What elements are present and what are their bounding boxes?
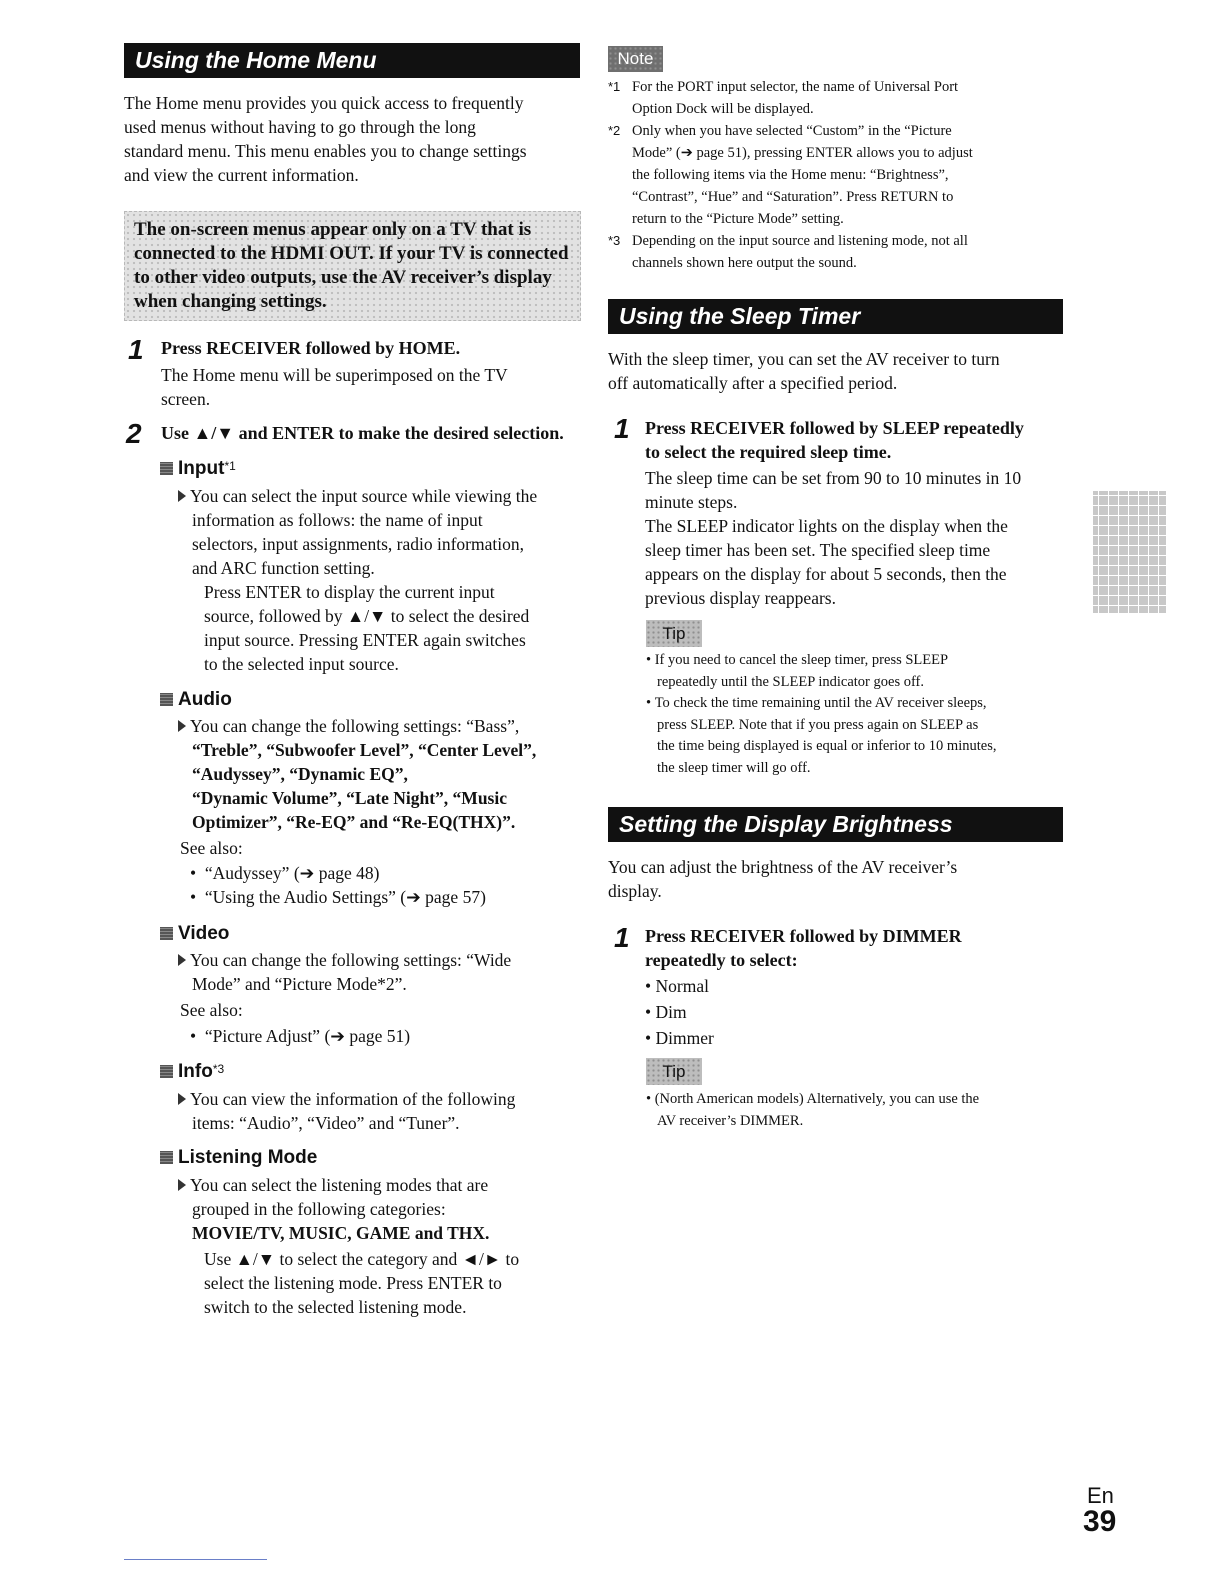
- sleep-step-title: [645, 416, 1024, 464]
- body-line: information as follows: the name of input: [192, 510, 483, 530]
- step-title-line: Press RECEIVER followed by DIMMER: [645, 926, 962, 946]
- body-line: “Audyssey”, “Dynamic EQ”,: [192, 764, 408, 784]
- sleep-tips: [646, 650, 996, 779]
- step-number: 1: [614, 922, 630, 953]
- warning-line: The on-screen menus appear only on a TV that is: [134, 219, 532, 240]
- video-see-also: See also:: [180, 1000, 243, 1020]
- brightness-intro: [608, 855, 957, 903]
- intro-line: The Home menu provides you quick access to frequently: [124, 93, 524, 113]
- page-ref-link[interactable]: “Using the Audio Settings” (➔ page 57): [204, 887, 486, 907]
- tip-line: the sleep timer will go off.: [657, 759, 811, 776]
- brightness-tips: [646, 1089, 979, 1132]
- section-heading-home-menu: Using the Home Menu: [124, 43, 580, 78]
- body-line: You can change the following settings: “Bass”,: [190, 716, 520, 736]
- footnote-line: return to the “Picture Mode” setting.: [632, 211, 844, 227]
- arrow-right-icon: [178, 1179, 186, 1191]
- audio-see-also: See also:: [180, 838, 243, 858]
- body-line: source, followed by ▲/▼ to select the desired: [204, 606, 530, 626]
- input-body: [178, 484, 537, 580]
- tip-line: (North American models) Alternatively, you can use the: [654, 1091, 980, 1107]
- body-line: minute steps.: [645, 492, 738, 512]
- page-ref-link[interactable]: “Picture Adjust” (➔ page 51): [204, 1026, 411, 1046]
- body-line: You can change the following settings: “Wide: [190, 950, 512, 970]
- footnote-mark: *3: [608, 233, 621, 248]
- step-title-line: Press RECEIVER followed by SLEEP repeatedly: [645, 418, 1024, 438]
- step-title-line: repeatedly to select:: [645, 950, 798, 970]
- footnote-line: “Contrast”, “Hue” and “Saturation”. Press RETURN to: [632, 189, 954, 205]
- subsection-label: Audio: [178, 689, 232, 710]
- footnote-line: For the PORT input selector, the name of Universal Port: [632, 79, 959, 95]
- subsection-input: [160, 458, 236, 480]
- tip-badge: Tip: [646, 620, 702, 647]
- section-heading-display-brightness: Setting the Display Brightness: [608, 807, 1063, 842]
- square-bullet-icon: [160, 693, 173, 706]
- section-heading-sleep-timer: Using the Sleep Timer: [608, 299, 1063, 334]
- square-bullet-icon: [160, 1065, 173, 1078]
- square-bullet-icon: [160, 1151, 173, 1164]
- intro-line: You can adjust the brightness of the AV receiver’s: [608, 857, 958, 877]
- body-line: Mode” and “Picture Mode*2”.: [192, 974, 407, 994]
- list-item: • Normal: [645, 976, 709, 996]
- note-badge: Note: [608, 46, 663, 72]
- footnote-mark: *2: [608, 123, 621, 138]
- tip-line: press SLEEP. Note that if you press again on SLEEP as: [657, 716, 979, 733]
- square-bullet-icon: [160, 927, 173, 940]
- body-line: “Dynamic Volume”, “Late Night”, “Music: [192, 788, 507, 808]
- list-item: • “Audyssey” (➔ page 48): [190, 863, 380, 883]
- footnote-1: [632, 76, 958, 120]
- footnote-line: Depending on the input source and listening mode, not all: [632, 233, 968, 249]
- input-press: [204, 580, 529, 676]
- tip-line: AV receiver’s DIMMER.: [657, 1112, 804, 1129]
- body-line: You can select the input source while viewing the: [190, 486, 538, 506]
- brightness-options: [645, 973, 714, 1051]
- footnote-line: Option Dock will be displayed.: [632, 101, 814, 117]
- sleep-intro: [608, 347, 1000, 395]
- step-line: screen.: [161, 389, 211, 409]
- video-body: [178, 948, 511, 996]
- arrow-right-icon: [178, 720, 186, 732]
- tip-line: If you need to cancel the sleep timer, press SLEEP: [654, 652, 949, 668]
- option-label: Normal: [655, 976, 709, 996]
- intro-line: off automatically after a specified period.: [608, 373, 898, 393]
- body-line: “Treble”, “Subwoofer Level”, “Center Level”,: [192, 740, 537, 760]
- option-label: Dimmer: [655, 1028, 714, 1048]
- step-number: 2: [126, 418, 142, 449]
- footnote-line: channels shown here output the sound.: [632, 255, 857, 271]
- tip-line: repeatedly until the SLEEP indicator goes off.: [657, 673, 924, 690]
- footnote-line: Mode” (➔ page 51), pressing ENTER allows you to adjust: [632, 145, 973, 161]
- tip-item: • To check the time remaining until the AV receiver sleeps,: [646, 695, 987, 711]
- listening-use: [204, 1247, 519, 1319]
- step-title-line: to select the required sleep time.: [645, 442, 892, 462]
- warning-line: when changing settings.: [134, 291, 327, 312]
- subsection-audio: [160, 689, 232, 711]
- footnote-line: Only when you have selected “Custom” in the “Picture: [632, 123, 952, 139]
- subsection-label: Input: [178, 458, 225, 479]
- arrow-right-icon: [178, 1093, 186, 1105]
- list-item: • Dim: [645, 1002, 687, 1022]
- body-line: input source. Pressing ENTER again switches: [204, 630, 526, 650]
- tip-line: the time being displayed is equal or inferior to 10 minutes,: [657, 738, 997, 754]
- body-line: Press ENTER to display the current input: [204, 582, 495, 602]
- intro-line: and view the current information.: [124, 165, 359, 185]
- warning-text: [134, 218, 569, 314]
- subsection-label: Info: [178, 1061, 213, 1082]
- body-line: sleep timer has been set. The specified sleep time: [645, 540, 991, 560]
- divider: [124, 1559, 267, 1560]
- tip-line: To check the time remaining until the AV receiver sleeps,: [654, 695, 987, 711]
- body-line: items: “Audio”, “Video” and “Tuner”.: [192, 1113, 460, 1133]
- body-line: selectors, input assignments, radio information,: [192, 534, 524, 554]
- footnote-2: [632, 120, 973, 230]
- body-line: Use ▲/▼ to select the category and ◄/► to: [204, 1249, 520, 1269]
- body-line: MOVIE/TV, MUSIC, GAME and THX.: [192, 1223, 490, 1243]
- body-line: switch to the selected listening mode.: [204, 1297, 467, 1317]
- subsection-video: [160, 923, 229, 945]
- tip-item: • (North American models) Alternatively, you can use the: [646, 1091, 980, 1107]
- intro-line: With the sleep timer, you can set the AV receiver to turn: [608, 349, 1000, 369]
- step-2-title: Use ▲/▼ and ENTER to make the desired selection.: [161, 423, 564, 443]
- body-line: previous display reappears.: [645, 588, 836, 608]
- intro-line: display.: [608, 881, 662, 901]
- body-line: grouped in the following categories:: [192, 1199, 446, 1219]
- subsection-label: Listening Mode: [178, 1147, 318, 1168]
- body-line: You can select the listening modes that are: [190, 1175, 489, 1195]
- page-ref-link[interactable]: “Audyssey” (➔ page 48): [204, 863, 380, 883]
- option-label: Dim: [655, 1002, 687, 1022]
- body-line: and ARC function setting.: [192, 558, 375, 578]
- square-bullet-icon: [160, 462, 173, 475]
- subsection-listening-mode: [160, 1147, 317, 1169]
- video-refs: [190, 1024, 410, 1048]
- intro-line: used menus without having to go through the long: [124, 117, 476, 137]
- list-item: • “Using the Audio Settings” (➔ page 57): [190, 887, 486, 907]
- tip-badge: Tip: [646, 1058, 702, 1085]
- list-item: • “Picture Adjust” (➔ page 51): [190, 1026, 411, 1046]
- sleep-step-body: [645, 466, 1021, 610]
- footnote-3: [632, 230, 968, 274]
- brightness-step-title: [645, 924, 962, 972]
- footnote-ref: *1: [224, 459, 236, 473]
- warning-line: to other video outputs, use the AV receiver’s display: [134, 267, 552, 288]
- tip-item: • If you need to cancel the sleep timer, press SLEEP: [646, 652, 949, 668]
- body-line: The sleep time can be set from 90 to 10 minutes in 10: [645, 468, 1022, 488]
- arrow-right-icon: [178, 954, 186, 966]
- body-line: appears on the display for about 5 seconds, then the: [645, 564, 1007, 584]
- arrow-right-icon: [178, 490, 186, 502]
- body-line: You can view the information of the following: [190, 1089, 516, 1109]
- audio-refs: [190, 861, 486, 909]
- body-line: to the selected input source.: [204, 654, 399, 674]
- page-number: 39: [1083, 1505, 1117, 1538]
- warning-line: connected to the HDMI OUT. If your TV is connected: [134, 243, 569, 264]
- listening-body: [178, 1173, 489, 1245]
- body-line: Optimizer”, “Re-EQ” and “Re-EQ(THX)”.: [192, 812, 516, 832]
- chapter-tab: [1093, 491, 1166, 613]
- info-body: [178, 1087, 515, 1135]
- intro-line: standard menu. This menu enables you to change settings: [124, 141, 527, 161]
- body-line: The SLEEP indicator lights on the display when the: [645, 516, 1008, 536]
- footnote-mark: *1: [608, 79, 621, 94]
- body-line: select the listening mode. Press ENTER to: [204, 1273, 502, 1293]
- step-number: 1: [614, 413, 630, 444]
- footnote-line: the following items via the Home menu: “Brightness”,: [632, 167, 949, 183]
- step-1-title: Press RECEIVER followed by HOME.: [161, 338, 461, 358]
- step-1-body: [161, 363, 508, 411]
- step-line: The Home menu will be superimposed on the TV: [161, 365, 508, 385]
- footnote-ref: *3: [212, 1062, 225, 1076]
- subsection-label: Video: [178, 923, 230, 944]
- list-item: • Dimmer: [645, 1028, 714, 1048]
- step-number: 1: [128, 334, 144, 365]
- audio-body: [178, 714, 536, 834]
- subsection-info: [160, 1061, 224, 1083]
- home-intro: [124, 91, 527, 187]
- page-language: En: [1087, 1483, 1114, 1508]
